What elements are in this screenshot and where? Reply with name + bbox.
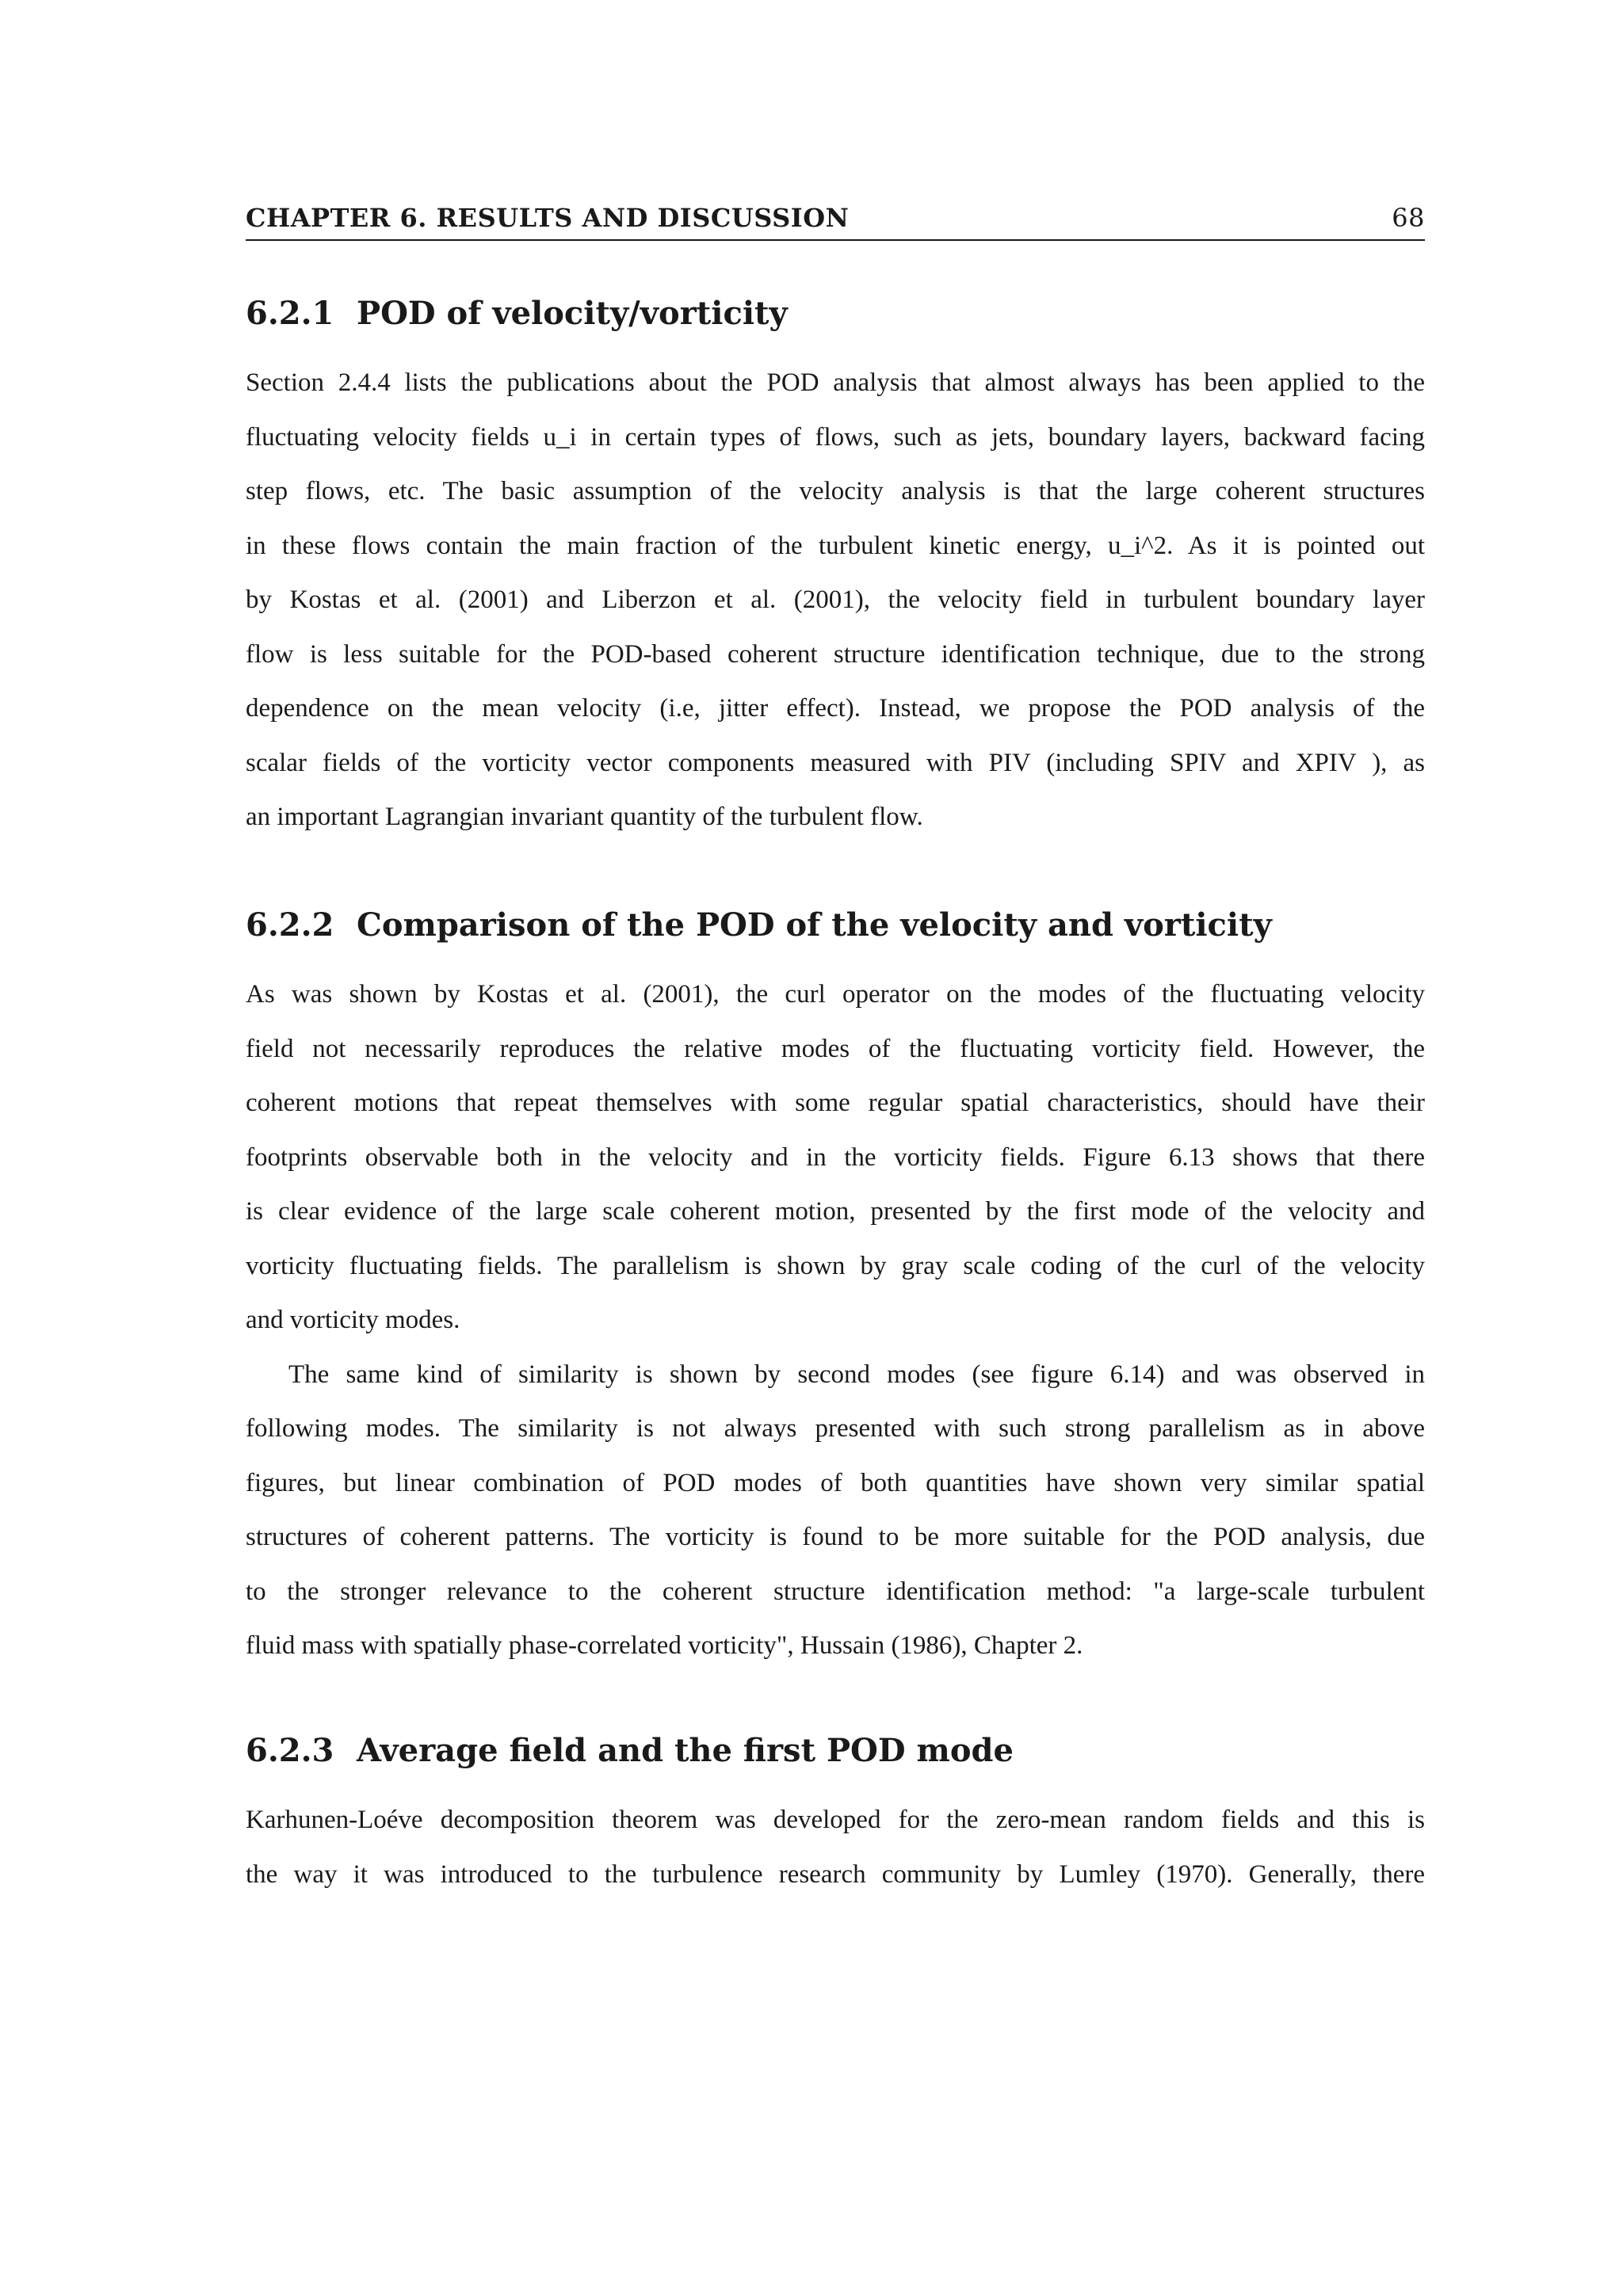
running-header [246, 203, 1425, 241]
paragraph [246, 967, 1425, 1348]
text-line: field not necessarily reproduces the relative modes of the fluctuating vorticity field. However, the [246, 1034, 1425, 1063]
text-line: dependence on the mean velocity (i.e, jitter effect). Instead, we propose the POD analysis of the [246, 694, 1425, 723]
section-heading [246, 906, 1425, 944]
paragraph [246, 1348, 1425, 1673]
page-number: 68 [1392, 203, 1425, 233]
section-title: Comparison of the POD of the velocity and vorticity [357, 906, 1272, 944]
text-line: flow is less suitable for the POD-based coherent structure identification technique, due to the strong [246, 639, 1425, 669]
text-line: an important Lagrangian invariant quantity of the turbulent flow. [246, 803, 923, 831]
section-6-2-3 [246, 1732, 1425, 1901]
section-heading [246, 1732, 1425, 1769]
text-line: in these flows contain the main fraction of the turbulent kinetic energy, u_i^2. As it is pointed out [246, 531, 1425, 560]
text-line: The same kind of similarity is shown by second modes (see figure 6.14) and was observed in [288, 1360, 1425, 1389]
text-line: is clear evidence of the large scale coherent motion, presented by the first mode of the velocity and [246, 1197, 1425, 1226]
section-title: Average field and the first POD mode [357, 1732, 1014, 1769]
text-line: coherent motions that repeat themselves with some regular spatial characteristics, should have their [246, 1089, 1425, 1117]
section-number: 6.2.1 [246, 295, 334, 332]
text-line: and vorticity modes. [246, 1306, 460, 1334]
text-line: footprints observable both in the velocity and in the vorticity fields. Figure 6.13 shows that there [246, 1142, 1425, 1172]
section-number: 6.2.3 [246, 1732, 334, 1769]
text-line: to the stronger relevance to the coherent structure identification method: "a large-scale turbulent [246, 1577, 1425, 1606]
text-line: Karhunen-Loéve decomposition theorem was developed for the zero-mean random fields and this is [246, 1806, 1425, 1834]
section-heading [246, 295, 1425, 332]
text-line: by Kostas et al. (2001) and Liberzon et al. (2001), the velocity field in turbulent boundary layer [246, 585, 1425, 614]
text-line: As was shown by Kostas et al. (2001), the curl operator on the modes of the fluctuating velocity [246, 980, 1425, 1009]
text-line: vorticity fluctuating fields. The parallelism is shown by gray scale coding of the curl of the velocity [246, 1251, 1425, 1280]
text-line: fluid mass with spatially phase-correlated vorticity", Hussain (1986), Chapter 2. [246, 1631, 1083, 1660]
text-line: fluctuating velocity fields u_i in certain types of flows, such as jets, boundary layers, backward facing [246, 422, 1425, 452]
text-line: structures of coherent patterns. The vorticity is found to be more suitable for the POD analysis, due [246, 1523, 1425, 1551]
text-line: the way it was introduced to the turbulence research community by Lumley (1970). Generally, there [246, 1859, 1425, 1889]
text-line: scalar fields of the vorticity vector components measured with PIV (including SPIV and XPIV ), as [246, 748, 1425, 777]
section-title: POD of velocity/vorticity [357, 295, 788, 332]
text-line: following modes. The similarity is not always presented with such strong parallelism as in above [246, 1414, 1425, 1443]
section-number: 6.2.2 [246, 906, 334, 944]
text-line: step flows, etc. The basic assumption of the velocity analysis is that the large coherent structures [246, 477, 1425, 505]
text-line: Section 2.4.4 lists the publications about the POD analysis that almost always has been applied to the [246, 368, 1425, 397]
section-6-2-1 [246, 295, 1425, 845]
text-line: figures, but linear combination of POD modes of both quantities have shown very similar spatial [246, 1468, 1425, 1497]
paragraph [246, 1793, 1425, 1901]
section-6-2-2 [246, 906, 1425, 1673]
paragraph [246, 356, 1425, 845]
chapter-title: CHAPTER 6. RESULTS AND DISCUSSION [246, 203, 850, 233]
